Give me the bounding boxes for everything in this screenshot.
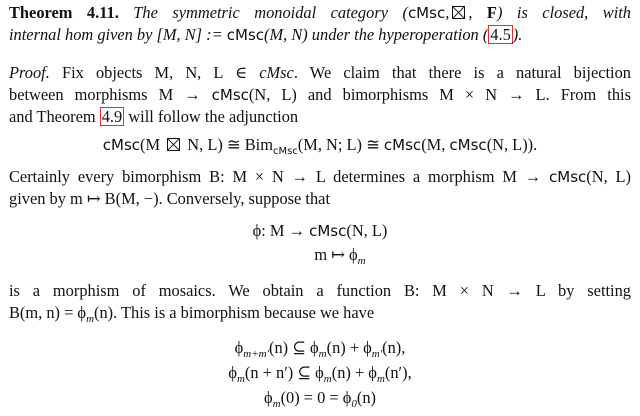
theorem-line-2: internal hom given by [M, N] := cMsc(M, N) under the hyperoperation ( 4.5 ). bbox=[9, 25, 523, 44]
equation-zero: $\phi_m(0) = 0 = \phi_0(n)$ bbox=[263, 388, 377, 410]
proof-line-2: between morphisms M → cMsc(N, L) and bimorphisms M × N → L. From this bbox=[9, 85, 631, 104]
proof-line-5: given by m ↦ B(M, −). Conversely, suppose that bbox=[9, 189, 331, 208]
theorem-line-1: Theorem 4.11. The symmetric monoidal category (cMsc, , F) is closed, with bbox=[9, 3, 632, 22]
proof-line-7: B(m, $n) = \phi_m(n)$. This is a bimorphism because we have bbox=[9, 303, 375, 325]
box-tensor-symbol bbox=[452, 6, 465, 19]
display-phi-assign: m ↦ $\phi_m$ bbox=[314, 245, 366, 267]
equation-additivity-n: $\phi_m(n + n')$ ⊆ $\phi_m(n) + \phi_m(n')$, bbox=[228, 363, 412, 385]
proof-line-3: and Theorem 4.9 will follow the adjunction bbox=[9, 107, 299, 126]
theorem-label: Theorem 4.11. bbox=[9, 3, 119, 22]
proof-line-6: is a morphism of mosaics. We obtain a function B: M × N → L by setting bbox=[9, 281, 631, 300]
equation-additivity-m: $\phi_{m+m'}(n)$ ⊆ $\phi_m(n) + \phi_{m'}(n)$, bbox=[234, 338, 406, 360]
display-phi-map: ϕ: M → cMsc(N, L) bbox=[252, 221, 388, 240]
theorem-ref-link[interactable]: 4.9 bbox=[101, 107, 123, 126]
display-adjunction: cMsc(M N, L) ≅ Bim$_{cMsc}$(M, N; L) ≅ cMsc(M, cMsc(N, L)). bbox=[102, 135, 538, 157]
equation-ref-link[interactable]: 4.5 bbox=[490, 25, 511, 44]
proof-line-4: Certainly every bimorphism B: M × N → L determines a morphism M → cMsc(N, L) bbox=[9, 167, 631, 186]
proof-label: Proof. bbox=[9, 63, 50, 82]
proof-line-1: Proof. Fix objects M, N, L ∈ cMsc. We claim that there is a natural bijection bbox=[9, 63, 631, 82]
box-tensor-symbol bbox=[167, 138, 180, 151]
